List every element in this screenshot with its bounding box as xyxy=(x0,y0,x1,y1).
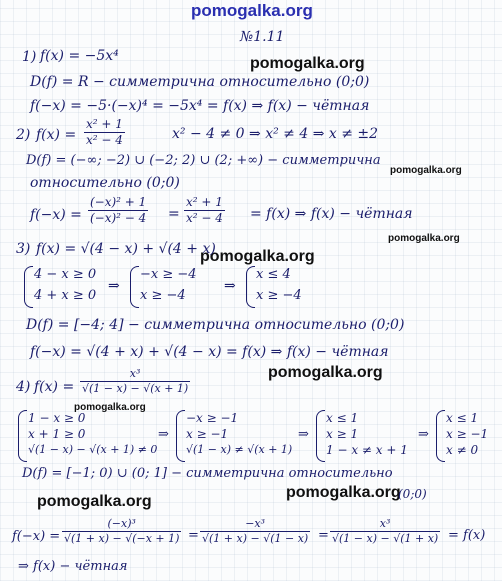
part3-system3-line2: x ≥ −4 xyxy=(256,288,302,303)
part3-system1-line2: 4 + x ≥ 0 xyxy=(34,288,97,303)
watermark: pomogalka.org xyxy=(286,484,401,501)
problem-number: №1.11 xyxy=(240,29,285,45)
implies-arrow: ⇒ xyxy=(418,427,429,442)
denominator: x² − 4 xyxy=(186,211,223,226)
part4-check-fraction-3 xyxy=(330,518,440,545)
part3-parity-check: f(−x) = √(4 + x) + √(4 − x) = f(x) ⇒ f(x) − чётная xyxy=(30,344,389,360)
part4-domain: D(f) = [−1; 0) ∪ (0; 1] − симметрична относительно xyxy=(22,466,393,481)
part2-check-equals: = xyxy=(168,206,180,222)
part2-check-conclusion: = f(x) ⇒ f(x) − чётная xyxy=(250,206,413,222)
implies-arrow: ⇒ xyxy=(224,278,236,294)
watermark: pomogalka.org xyxy=(268,364,383,381)
part4-system3-line3: 1 − x ≠ x + 1 xyxy=(326,443,408,457)
denominator: √(1 + x) − √(−x + 1) xyxy=(64,532,180,546)
part1-domain: D(f) = R − симметрична относительно (0;0) xyxy=(30,74,370,90)
watermark: pomogalka.org xyxy=(74,402,146,413)
watermark: pomogalka.org xyxy=(390,165,462,176)
denominator: (−x)² − 4 xyxy=(90,211,147,226)
system-brace xyxy=(130,266,139,308)
implies-arrow: ⇒ xyxy=(298,427,309,442)
part4-system4-line1: x ≤ 1 xyxy=(446,411,479,425)
part4-check-fraction-2 xyxy=(200,518,310,545)
part4-check-equals: = xyxy=(318,528,329,543)
denominator: x² − 4 xyxy=(86,133,123,148)
part2-function-fraction xyxy=(84,118,125,147)
part3-domain: D(f) = [−4; 4] − симметрична относительно (0;0) xyxy=(26,317,405,333)
numerator: x³ xyxy=(129,367,141,380)
numerator: x³ xyxy=(379,517,391,530)
part3-label: 3) xyxy=(16,241,31,257)
part4-check-lhs: f(−x) = xyxy=(12,529,61,544)
denominator: √(1 − x) − √(1 + x) xyxy=(332,532,439,546)
part4-system1-line2: x + 1 ≥ 0 xyxy=(28,427,86,441)
part4-system2-line3: √(1 − x) ≠ √(x + 1) xyxy=(186,443,293,456)
part4-check-result: = f(x) xyxy=(448,528,486,543)
implies-arrow: ⇒ xyxy=(108,278,120,294)
part4-check-fraction xyxy=(62,518,181,545)
implies-arrow: ⇒ xyxy=(158,427,169,442)
system-brace xyxy=(176,410,185,462)
part4-system3-line1: x ≤ 1 xyxy=(326,411,359,425)
part4-system2-line2: x ≥ −1 xyxy=(186,427,229,441)
watermark-top: pomogalka.org xyxy=(191,1,313,20)
part3-system2-line1: −x ≥ −4 xyxy=(140,267,197,282)
part4-check-equals: = xyxy=(188,528,199,543)
part4-function-lhs: f(x) = xyxy=(34,379,75,395)
numerator: (−x)² + 1 xyxy=(90,195,147,209)
part2-domain-cont: относительно (0;0) xyxy=(30,175,180,191)
part4-system3-line2: x ≥ 1 xyxy=(326,427,359,441)
denominator: √(1 + x) − √(1 − x) xyxy=(202,532,309,546)
part2-function-lhs: f(x) = xyxy=(36,127,77,143)
part2-check-lhs: f(−x) = xyxy=(30,207,82,223)
system-brace xyxy=(18,410,27,462)
watermark: pomogalka.org xyxy=(388,233,460,244)
system-brace xyxy=(436,410,445,462)
part1-label: 1) xyxy=(22,49,37,65)
part4-domain-cont: (0;0) xyxy=(398,487,427,501)
part2-label: 2) xyxy=(16,127,31,143)
watermark: pomogalka.org xyxy=(37,493,152,510)
watermark: pomogalka.org xyxy=(200,248,315,265)
part3-system1-line1: 4 − x ≥ 0 xyxy=(34,267,97,282)
part4-conclusion: ⇒ f(x) − чётная xyxy=(18,559,128,574)
system-brace xyxy=(246,266,255,308)
system-brace xyxy=(24,266,33,308)
system-brace xyxy=(316,410,325,462)
part4-system1-line1: 1 − x ≥ 0 xyxy=(28,411,86,425)
part2-check-fraction xyxy=(88,196,148,225)
numerator: x² + 1 xyxy=(186,195,223,209)
part4-label: 4) xyxy=(16,379,31,395)
part2-domain: D(f) = (−∞; −2) ∪ (−2; 2) ∪ (2; +∞) − симметрична xyxy=(26,153,381,168)
watermark: pomogalka.org xyxy=(250,55,365,72)
part2-condition: x² − 4 ≠ 0 ⇒ x² ≠ 4 ⇒ x ≠ ±2 xyxy=(172,126,379,142)
numerator: x² + 1 xyxy=(86,117,123,131)
part1-function: f(x) = −5x⁴ xyxy=(40,48,119,64)
part1-parity-check: f(−x) = −5·(−x)⁴ = −5x⁴ = f(x) ⇒ f(x) − чётная xyxy=(30,98,370,114)
part4-system4-line3: x ≠ 0 xyxy=(446,443,479,457)
denominator: √(1 − x) − √(x + 1) xyxy=(82,382,189,396)
part3-system2-line2: x ≥ −4 xyxy=(140,288,186,303)
numerator: −x³ xyxy=(245,517,266,530)
numerator: (−x)³ xyxy=(107,517,136,530)
part4-function-fraction xyxy=(80,368,190,395)
part4-system4-line2: x ≥ −1 xyxy=(446,427,489,441)
part4-system1-line3: √(1 − x) − √(x + 1) ≠ 0 xyxy=(28,443,158,456)
part4-system2-line1: −x ≥ −1 xyxy=(186,411,239,425)
part3-function: f(x) = √(4 − x) + √(4 + x) xyxy=(36,241,216,257)
part2-check-fraction-2 xyxy=(184,196,225,225)
part3-system3-line1: x ≤ 4 xyxy=(256,267,291,282)
